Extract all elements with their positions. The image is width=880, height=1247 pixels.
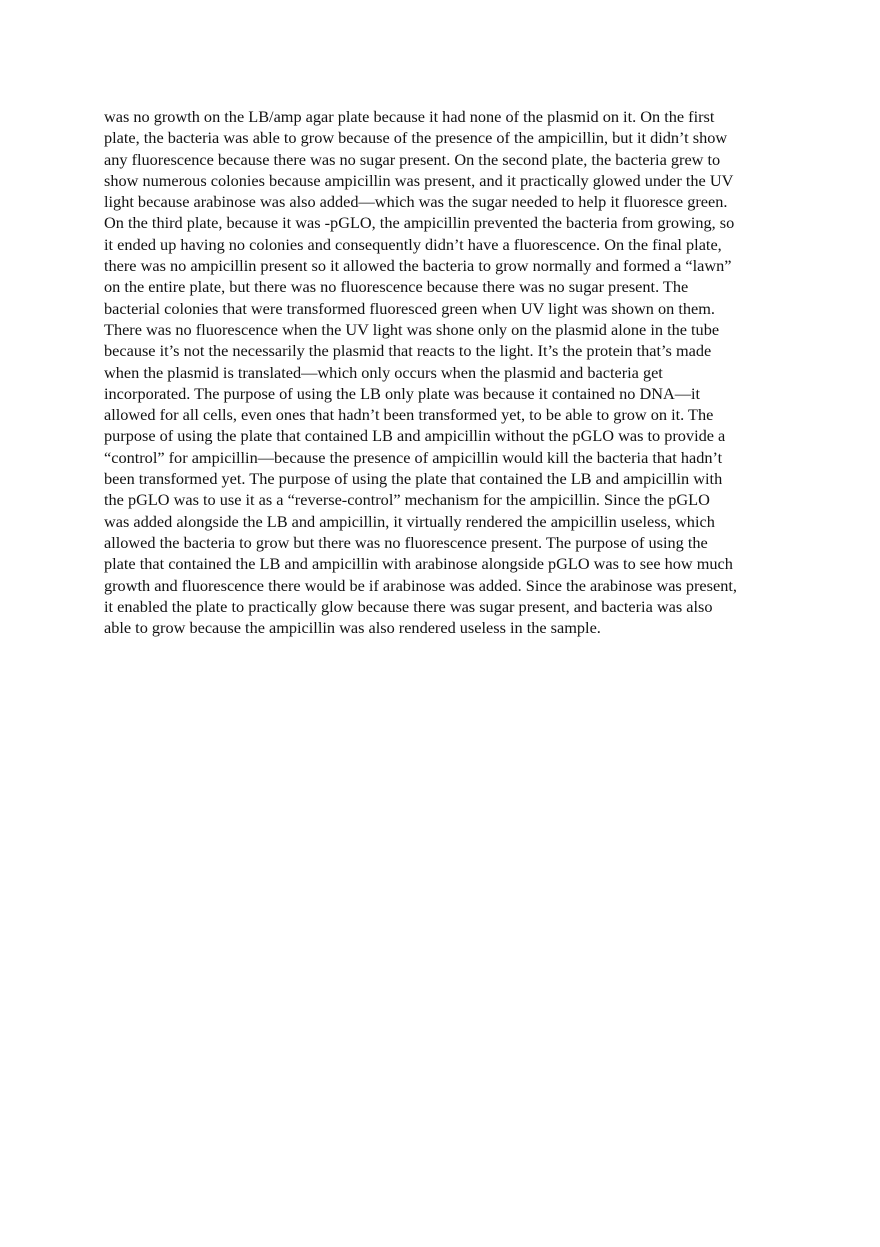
text-line: the pGLO was to use it as a “reverse-control” mechanism for the ampicillin. Since the pGLO — [104, 490, 710, 510]
text-line: been transformed yet. The purpose of using the plate that contained the LB and ampicillin with — [104, 469, 723, 489]
text-line: when the plasmid is translated—which only occurs when the plasmid and bacteria get — [104, 362, 663, 382]
text-line: because it’s not the necessarily the plasmid that reacts to the light. It’s the protein that’s made — [104, 341, 712, 361]
text-line: it enabled the plate to practically glow because there was sugar present, and bacteria was also — [104, 596, 713, 616]
text-line: incorporated. The purpose of using the LB only plate was because it contained no DNA—it — [104, 383, 701, 403]
text-line: able to grow because the ampicillin was also rendered useless in the sample. — [104, 618, 601, 638]
text-line: on the entire plate, but there was no fluorescence because there was no sugar present. The — [104, 277, 689, 297]
text-line: allowed for all cells, even ones that hadn’t been transformed yet, to be able to grow on it. The — [104, 405, 714, 425]
text-line: purpose of using the plate that contained LB and ampicillin without the pGLO was to provide a — [104, 426, 726, 446]
text-line: “control” for ampicillin—because the presence of ampicillin would kill the bacteria that hadn’t — [104, 447, 723, 467]
text-line: show numerous colonies because ampicillin was present, and it practically glowed under the UV — [104, 170, 734, 190]
text-line: There was no fluorescence when the UV light was shone only on the plasmid alone in the tube — [104, 319, 720, 339]
text-line: allowed the bacteria to grow but there was no fluorescence present. The purpose of using the — [104, 532, 708, 552]
text-line: there was no ampicillin present so it allowed the bacteria to grow normally and formed a “lawn” — [104, 256, 732, 276]
text-line: was no growth on the LB/amp agar plate because it had none of the plasmid on it. On the first — [104, 107, 715, 126]
text-line: plate, the bacteria was able to grow because of the presence of the ampicillin, but it didn’t show — [104, 128, 728, 148]
text-line: it ended up having no colonies and consequently didn’t have a fluorescence. On the final plate, — [104, 234, 722, 254]
text-line: On the third plate, because it was -pGLO, the ampicillin prevented the bacteria from growing, so — [104, 213, 735, 233]
body-paragraph — [104, 106, 776, 638]
text-line: plate that contained the LB and ampicillin with arabinose alongside pGLO was to see how much — [104, 554, 733, 574]
text-line: growth and fluorescence there would be if arabinose was added. Since the arabinose was present, — [104, 575, 737, 595]
text-line: light because arabinose was also added—which was the sugar needed to help it fluoresce green. — [104, 192, 728, 212]
text-line: any fluorescence because there was no sugar present. On the second plate, the bacteria grew to — [104, 149, 721, 169]
text-line: was added alongside the LB and ampicillin, it virtually rendered the ampicillin useless, which — [104, 511, 715, 531]
text-line: bacterial colonies that were transformed fluoresced green when UV light was shown on them. — [104, 298, 715, 318]
